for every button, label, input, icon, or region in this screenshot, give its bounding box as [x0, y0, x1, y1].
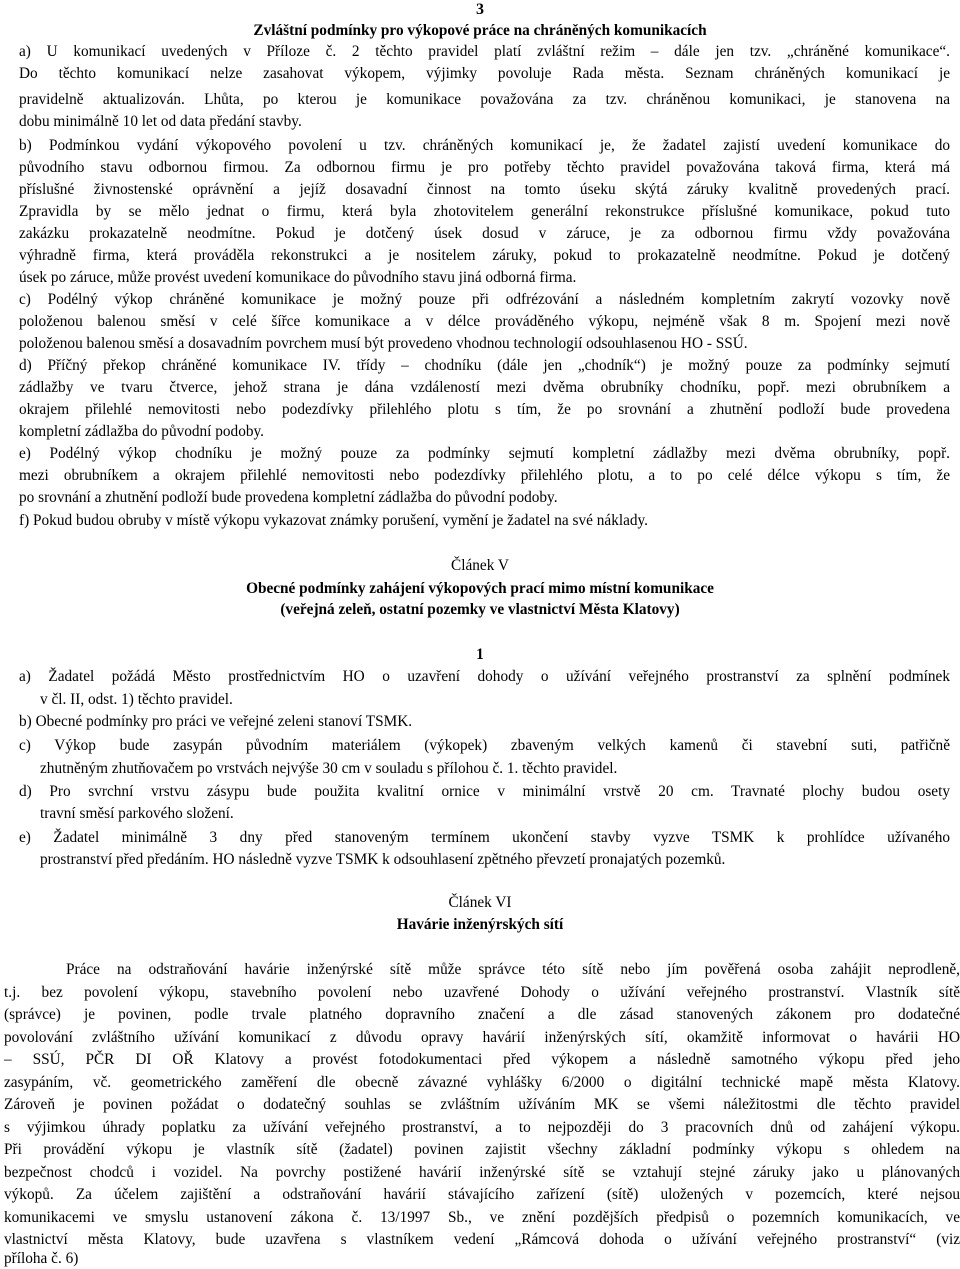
- article-subtitle: (veřejná zeleň, ostatní pozemky ve vlastnictví Města Klatovy): [280, 601, 680, 618]
- list-item-continuation: v čl. II, odst. 1) těchto pravidel.: [40, 691, 233, 708]
- list-item-continuation: zhutněným zhutňovačem po vrstvách nejvýše 30 cm v souladu s přílohou č. 1. těchto pravidel.: [40, 760, 618, 777]
- list-item: c) Výkop bude zasypán původním materiálem (výkopek) zbaveným velkých kamenů či stavební suti, patřičně: [19, 737, 950, 754]
- text-line: výhradně firma, která prováděla rekonstrukci a je nositelem záruky, pokud to prokazatelně neodmítne. Pokud je dotčený: [19, 247, 950, 264]
- text-line: pravidelně aktualizován. Lhůta, po kterou je komunikace považována za tzv. chráněnou komunikaci, je stanovena na: [19, 91, 950, 108]
- text-line: f) Pokud budou obruby v místě výkopu vykazovat známky porušení, vymění je žadatel na své náklady.: [19, 512, 649, 529]
- text-line: kompletní zádlažba do původní podoby.: [19, 423, 264, 440]
- text-line: a) U komunikací uvedených v Příloze č. 2 těchto pravidel platí zvláštní režim – dále jen tzv. „chráněné komunikace“.: [19, 43, 950, 60]
- text-line: Zpravidla by se mělo jednat o firmu, která byla zhotovitelem generální rekonstrukce příslušné komunikace, pokud tuto: [19, 203, 950, 220]
- text-line: b) Podmínkou vydání výkopového povolení u tzv. chráněných komunikací je, že žadatel zajistí uvedení komunikace do: [19, 137, 950, 154]
- list-item: d) Pro svrchní vrstvu zásypu bude použita kvalitní ornice v minimální vrstvě 20 cm. Travnaté plochy budou osety: [19, 783, 950, 800]
- text-line: komunikacemi ve smyslu ustanovení zákona č. 13/1997 Sb., ve znění pozdějších předpisů o pozemních komunikacích, ve: [4, 1209, 960, 1226]
- text-line: dobu minimálně 10 let od data předání stavby.: [19, 113, 302, 130]
- list-item: e) Žadatel minimálně 3 dny před stanoveným termínem ukončení stavby vyzve TSMK k prohlídce užívaného: [19, 829, 950, 846]
- article-title: Havárie inženýrských sítí: [396, 916, 564, 933]
- text-line: e) Podélný výkop chodníku je možný pouze za podmínky sejmutí kompletní zádlažby mezi dvěma obrubníky, popř.: [19, 445, 950, 462]
- text-line: – SSÚ, PČR DI OŘ Klatovy a provést fotodokumentaci před výkopem a následně samotného výkopu před jeho: [4, 1051, 960, 1068]
- list-item: a) Žadatel požádá Město prostřednictvím HO o uzavření dohody o užívání veřejného prostranství za splnění podmínek: [19, 668, 950, 685]
- list-item: b) Obecné podmínky pro práci ve veřejné zeleni stanoví TSMK.: [19, 713, 413, 730]
- list-item-continuation: prostranství před předáním. HO následně vyzve TSMK k odsouhlasení zpětného převzetí pronajatých pozemků.: [40, 851, 726, 868]
- text-line: zakázku prokazatelně neodmítne. Pokud je dotčený úsek dosud v záruce, je za odbornou firmu vždy považována: [19, 225, 950, 242]
- text-line: Do těchto komunikací nelze zasahovat výkopem, výjimky povoluje Rada města. Seznam chráněných komunikací je: [19, 65, 950, 82]
- text-line: zádlažby ve tvaru čtverce, jehož strana je dána vzdáleností mezi dvěma obrubníky chodníku, popř. mezi obrubníkem a: [19, 379, 950, 396]
- text-line: povolování zvláštního užívání komunikací z důvodu opravy havárií inženýrských sítí, okamžitě informovat o havárii HO: [4, 1029, 960, 1046]
- text-line: mezi obrubníkem a okrajem přilehlé nemovitosti nebo podezdívky přilehlého plotu, a to po celé délce výkopu s tím, že: [19, 467, 950, 484]
- article-label: Článek V: [451, 557, 509, 574]
- text-line: položenou balenou směsí a dosavadním povrchem musí být provedeno vhodnou technologií odsouhlasenou HO - SSÚ.: [19, 335, 748, 352]
- text-line: původního stavu odbornou firmou. Za odbornou firmu je pro potřeby těchto pravidel považována taková firma, která má: [19, 159, 950, 176]
- text-line: příloha č. 6): [4, 1250, 79, 1267]
- text-line: t.j. bez povolení výkopu, stavebního povolení nebo uzavřené Dohody o užívání veřejného prostranství. Vlastník sítě: [4, 984, 960, 1001]
- text-line: výkopů. Za účelem zajištění a odstraňování havárií stávajícího zařízení (sítě) uložených v pozemcích, které nejsou: [4, 1186, 960, 1203]
- text-line: zasypáním, vč. geometrického zaměření dle obecně závazné vyhlášky 6/2000 o digitální technické mapě města Klatovy.: [4, 1074, 960, 1091]
- text-line: c) Podélný výkop chráněné komunikace je možný pouze při odfrézování a následném kompletním zakrytí vozovky nově: [19, 291, 950, 308]
- text-line: úsek po záruce, může provést uvedení komunikace do původního stavu jiná odborná firma.: [19, 269, 577, 286]
- article-label: Článek VI: [448, 894, 512, 911]
- text-line: po srovnání a zhutnění podloží bude provedena kompletní zádlažba do původní podoby.: [19, 489, 558, 506]
- article-title: Obecné podmínky zahájení výkopových prací mimo místní komunikace: [246, 580, 714, 597]
- text-line: příslušné živnostenské oprávnění a jejíž dosavadní činnost na tomto úseku skýtá záruky kvalitně provedených prací.: [19, 181, 950, 198]
- subsection-number: 1: [476, 646, 484, 663]
- page-number: 3: [476, 1, 484, 18]
- text-line: Práce na odstraňování havárie inženýrské sítě může správce této sítě nebo jím pověřená osoba zahájit neprodleně,: [66, 961, 960, 978]
- section-heading: Zvláštní podmínky pro výkopové práce na chráněných komunikacích: [253, 22, 707, 39]
- text-line: s výjimkou úhrady poplatku za užívání veřejného prostranství, a to nejpozději do 3 pracovních dnů od zahájení výkopu.: [4, 1119, 960, 1136]
- text-line: Při provádění výkopu je vlastník sítě (žadatel) povinen zajistit všechny základní podmínky výkopu s ohledem na: [4, 1141, 960, 1158]
- text-line: bezpečnost chodců i vozidel. Na povrchy postižené havárií inženýrské sítě se vztahují stejné záruky jako u plánovaných: [4, 1164, 960, 1181]
- list-item-continuation: travní směsí parkového složení.: [40, 805, 234, 822]
- text-line: (správce) je povinen, podle trvale platného dopravního značení a dle zásad stanovených zákonem pro dodatečné: [4, 1006, 960, 1023]
- text-line: položenou balenou směsí v celé šířce komunikace a v délce prováděného výkopu, nejméně však 8 m. Spojení mezi nově: [19, 313, 950, 330]
- text-line: vlastnictví města Klatovy, bude uzavřena s vlastníkem vedení „Rámcová dohoda o užívání veřejného prostranství“ (viz: [4, 1231, 960, 1248]
- text-line: okrajem přilehlé nemovitosti nebo podezdívky přilehlého plotu s tím, že po srovnání a zhutnění podloží bude provedena: [19, 401, 950, 418]
- text-line: Zároveň je povinen požádat o dodatečný souhlas se zvláštním užíváním MK se všemi náležitostmi dle těchto pravidel: [4, 1096, 960, 1113]
- text-line: d) Příčný překop chráněné komunikace IV. třídy – chodníku (dále jen „chodník“) je možný pouze za podmínky sejmutí: [19, 357, 950, 374]
